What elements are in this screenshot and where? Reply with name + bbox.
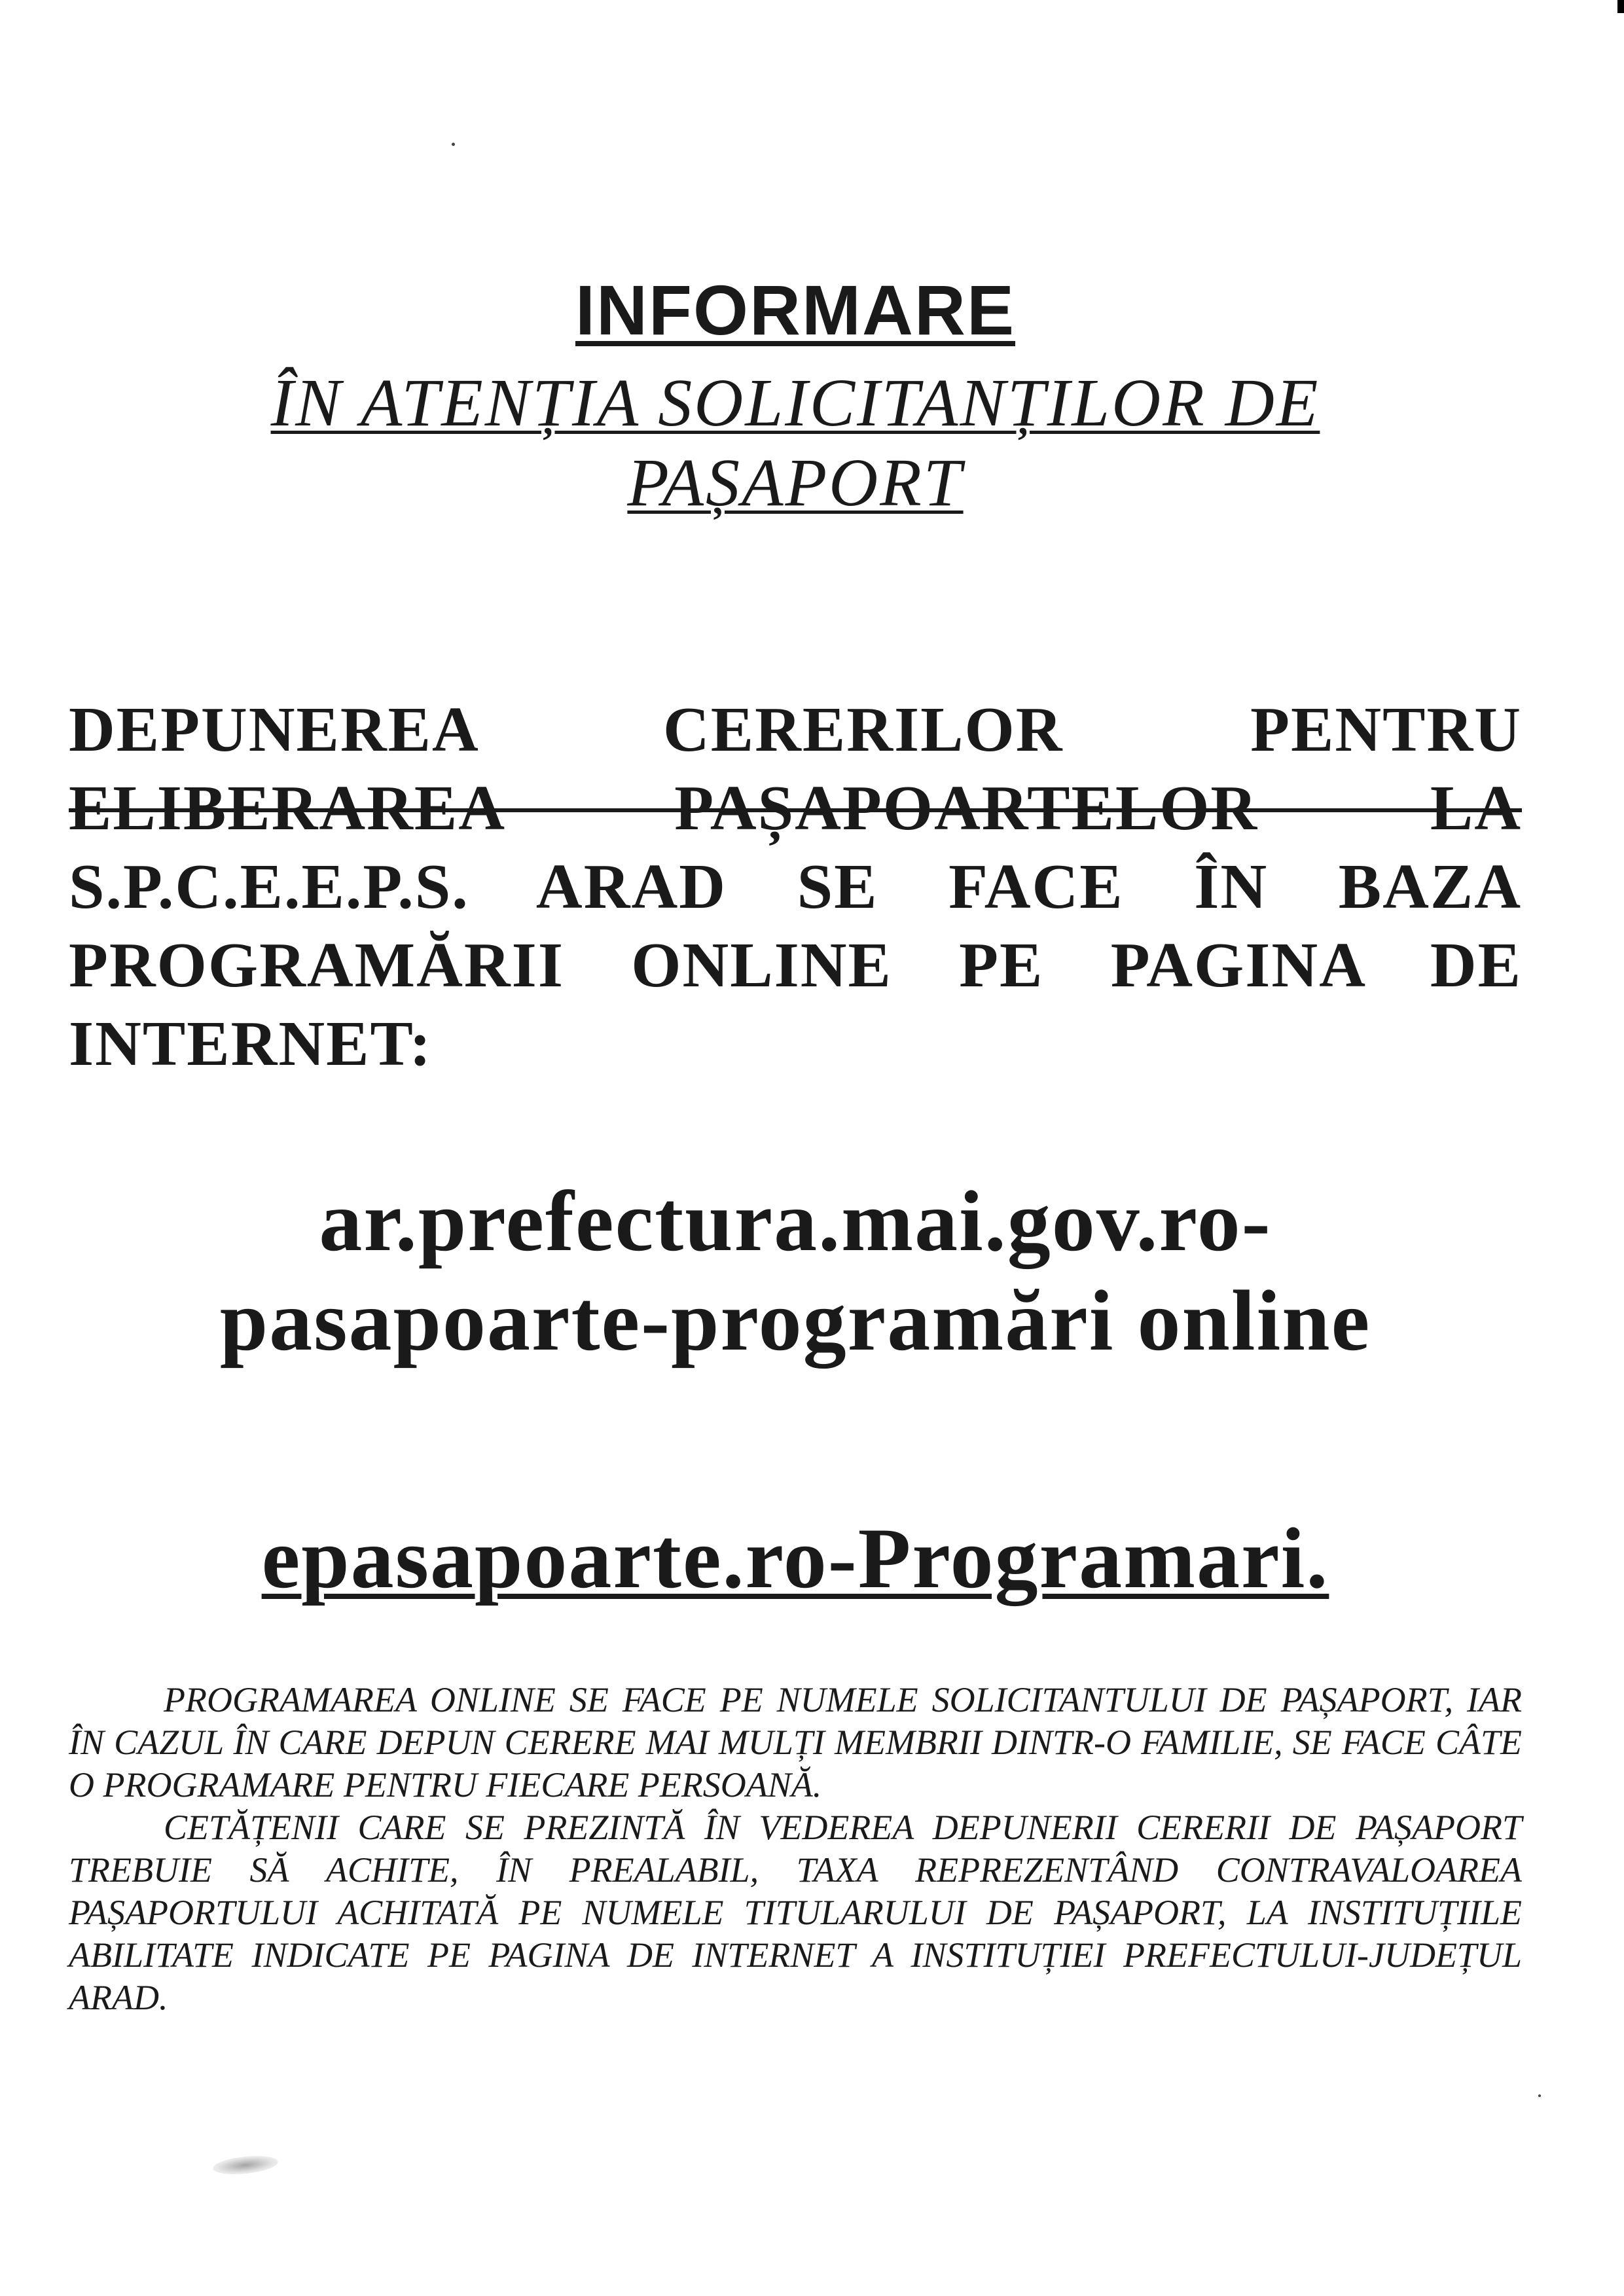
scan-speck bbox=[1538, 2094, 1541, 2097]
title-text: INFORMARE bbox=[575, 270, 1015, 350]
document-title bbox=[69, 270, 1522, 350]
prefecture-url bbox=[69, 1172, 1522, 1371]
announcement-line: S.P.C.E.E.P.S. ARAD SE FACE ÎN BAZA bbox=[69, 852, 1522, 922]
prefecture-url-line-2: pasapoarte-programări online bbox=[219, 1272, 1371, 1369]
scan-smudge bbox=[212, 2153, 279, 2177]
document-subtitle bbox=[69, 363, 1522, 523]
prefecture-url-line-1: ar.prefectura.mai.gov.ro- bbox=[319, 1173, 1272, 1269]
main-announcement bbox=[69, 691, 1522, 1083]
note-paragraph-1: PROGRAMAREA ONLINE SE FACE PE NUMELE SOLICITANTULUI DE PAȘAPORT, IAR ÎN CAZUL ÎN CARE DEPUN CERERE MAI MULȚI MEMBRII DINTR-O FAMILIE, SE FACE CÂTE O PROGRAMARE PENTRU FIECARE PERSOANĂ. bbox=[69, 1680, 1522, 1804]
announcement-line: INTERNET: bbox=[69, 1009, 433, 1079]
announcement-line: DEPUNEREA CERERILOR PENTRU bbox=[69, 694, 1522, 765]
announcement-line: PROGRAMĂRII ONLINE PE PAGINA DE bbox=[69, 930, 1522, 1001]
subtitle-line-2: PAȘAPORT bbox=[627, 445, 964, 520]
subtitle-line-1: ÎN ATENȚIA SOLICITANȚILOR DE bbox=[270, 365, 1320, 440]
scan-corner-mark bbox=[1617, 0, 1624, 13]
note-paragraph-2: CETĂȚENII CARE SE PREZINTĂ ÎN VEDEREA DEPUNERII CERERII DE PAȘAPORT TREBUIE SĂ ACHITE, ÎN PREALABIL, TAXA REPREZENTÂND CONTRAVALOAREA PAȘAPORTULUI ACHITATĂ PE NUMELE TITULARULUI DE PAȘAPORT, LA INSTITUȚIILE ABILITATE INDICATE PE PAGINA DE INTERNET A INSTITUȚIEI PREFECTULUI-JUDEȚUL ARAD. bbox=[69, 1808, 1522, 2017]
epasapoarte-url bbox=[69, 1509, 1522, 1608]
epasapoarte-url-text: epasapoarte.ro-Programari. bbox=[261, 1510, 1329, 1606]
announcement-line: ELIBERAREA PAȘAPOARTELOR LA bbox=[69, 773, 1522, 844]
scan-speck bbox=[452, 143, 455, 146]
notes-section bbox=[69, 1679, 1522, 2019]
